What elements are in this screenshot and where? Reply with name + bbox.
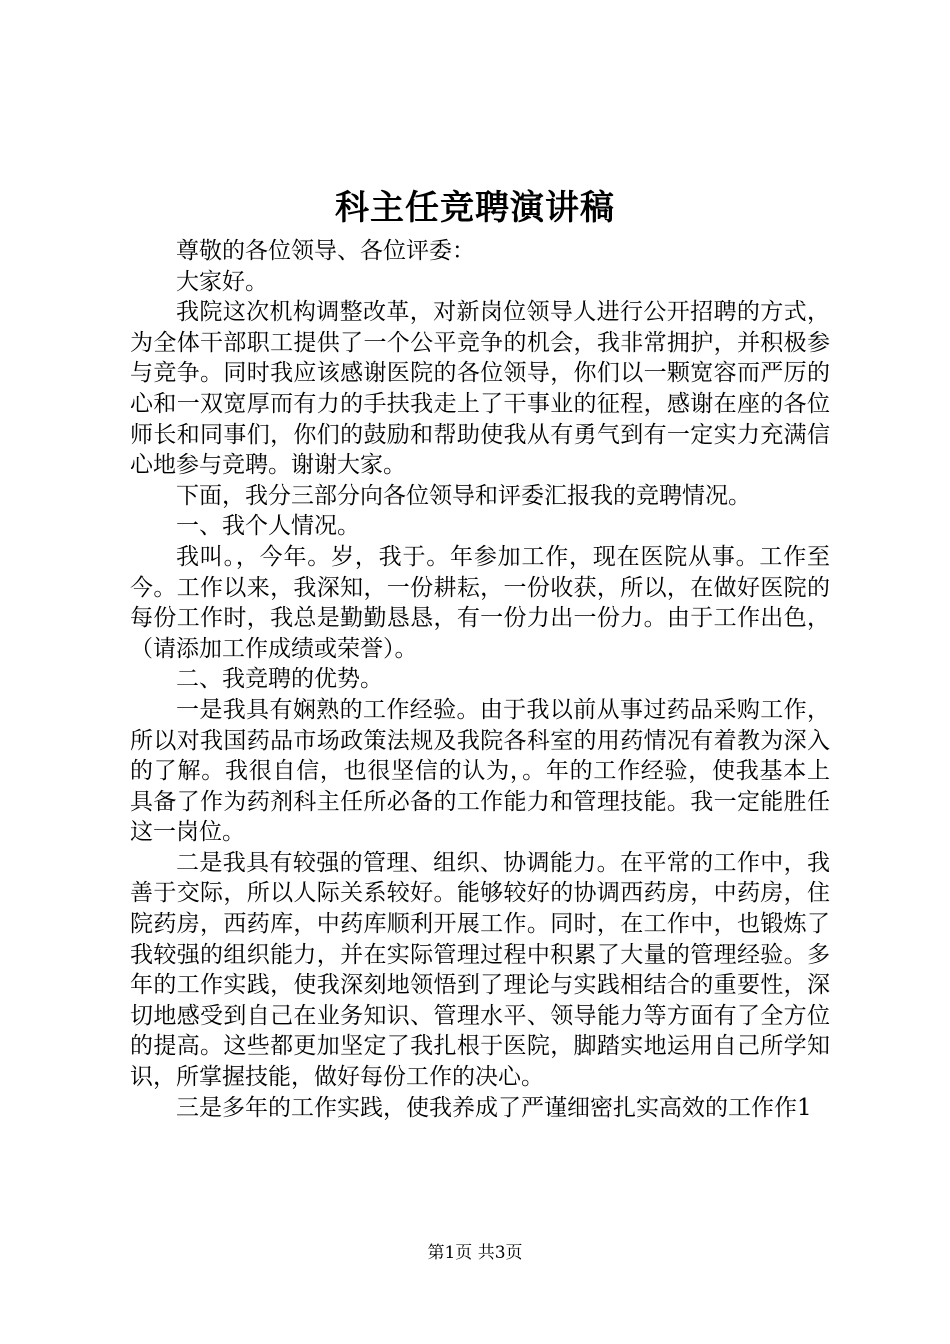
document-title: 科主任竞聘演讲稿 [335, 188, 615, 228]
paragraph-advantage-one: 一是我具有娴熟的工作经验。由于我以前从事过药品采购工作，所以对我国药品市场政策法规及我院各科室的用药情况有着教为深入的了解。我很自信，也很坚信的认为，。年的工作经验，使我基本上具备了作为药剂科主任所必备的工作能力和管理技能。我一定能胜任这一岗位。 [130, 696, 830, 846]
page-footer: 第1页 共3页 [427, 1243, 523, 1263]
paragraph-salutation: 尊敬的各位领导、各位评委： [176, 238, 475, 264]
paragraph-advantage-three: 三是多年的工作实践，使我养成了严谨细密扎实高效的工作作1 [176, 1094, 812, 1121]
paragraph-outline: 下面，我分三部分向各位领导和评委汇报我的竞聘情况。 [176, 482, 751, 509]
paragraph-advantage-two: 二是我具有较强的管理、组织、协调能力。在平常的工作中，我善于交际，所以人际关系较好。能够较好的协调西药房，中药房，住院药房，西药库，中药库顺利开展工作。同时，在工作中，也锻炼了我较强的组织能力，并在实际管理过程中积累了大量的管理经验。多年的工作实践，使我深刻地领悟到了理论与实践相结合的重要性，深切地感受到自己在业务知识、管理水平、领导能力等方面有了全方位的提高。这些都更加坚定了我扎根于医院，脚踏实地运用自己所学知识，所掌握技能，做好每份工作的决心。 [130, 849, 830, 1091]
document-body [130, 236, 830, 1123]
paragraph-greeting: 大家好。 [176, 268, 268, 295]
paragraph-personal: 我叫。，今年。岁，我于。年参加工作，现在医院从事。工作至今。工作以来，我深知，一份耕耘，一份收获，所以，在做好医院的每份工作时，我总是勤勤恳恳，有一份力出一份力。由于工作出色，（请添加工作成绩或荣誉）。 [130, 543, 830, 662]
section-heading-personal: 一、我个人情况。 [176, 513, 360, 540]
section-heading-advantages: 二、我竞聘的优势。 [176, 666, 383, 693]
paragraph-introduction: 我院这次机构调整改革，对新岗位领导人进行公开招聘的方式，为全体干部职工提供了一个公平竞争的机会，我非常拥护，并积极参与竞争。同时我应该感谢医院的各位领导，你们以一颗宽容而严厉的心和一双宽厚而有力的手扶我走上了干事业的征程，感谢在座的各位师长和同事们，你们的鼓励和帮助使我从有勇气到有一定实力充满信心地参与竞聘。谢谢大家。 [130, 299, 830, 479]
